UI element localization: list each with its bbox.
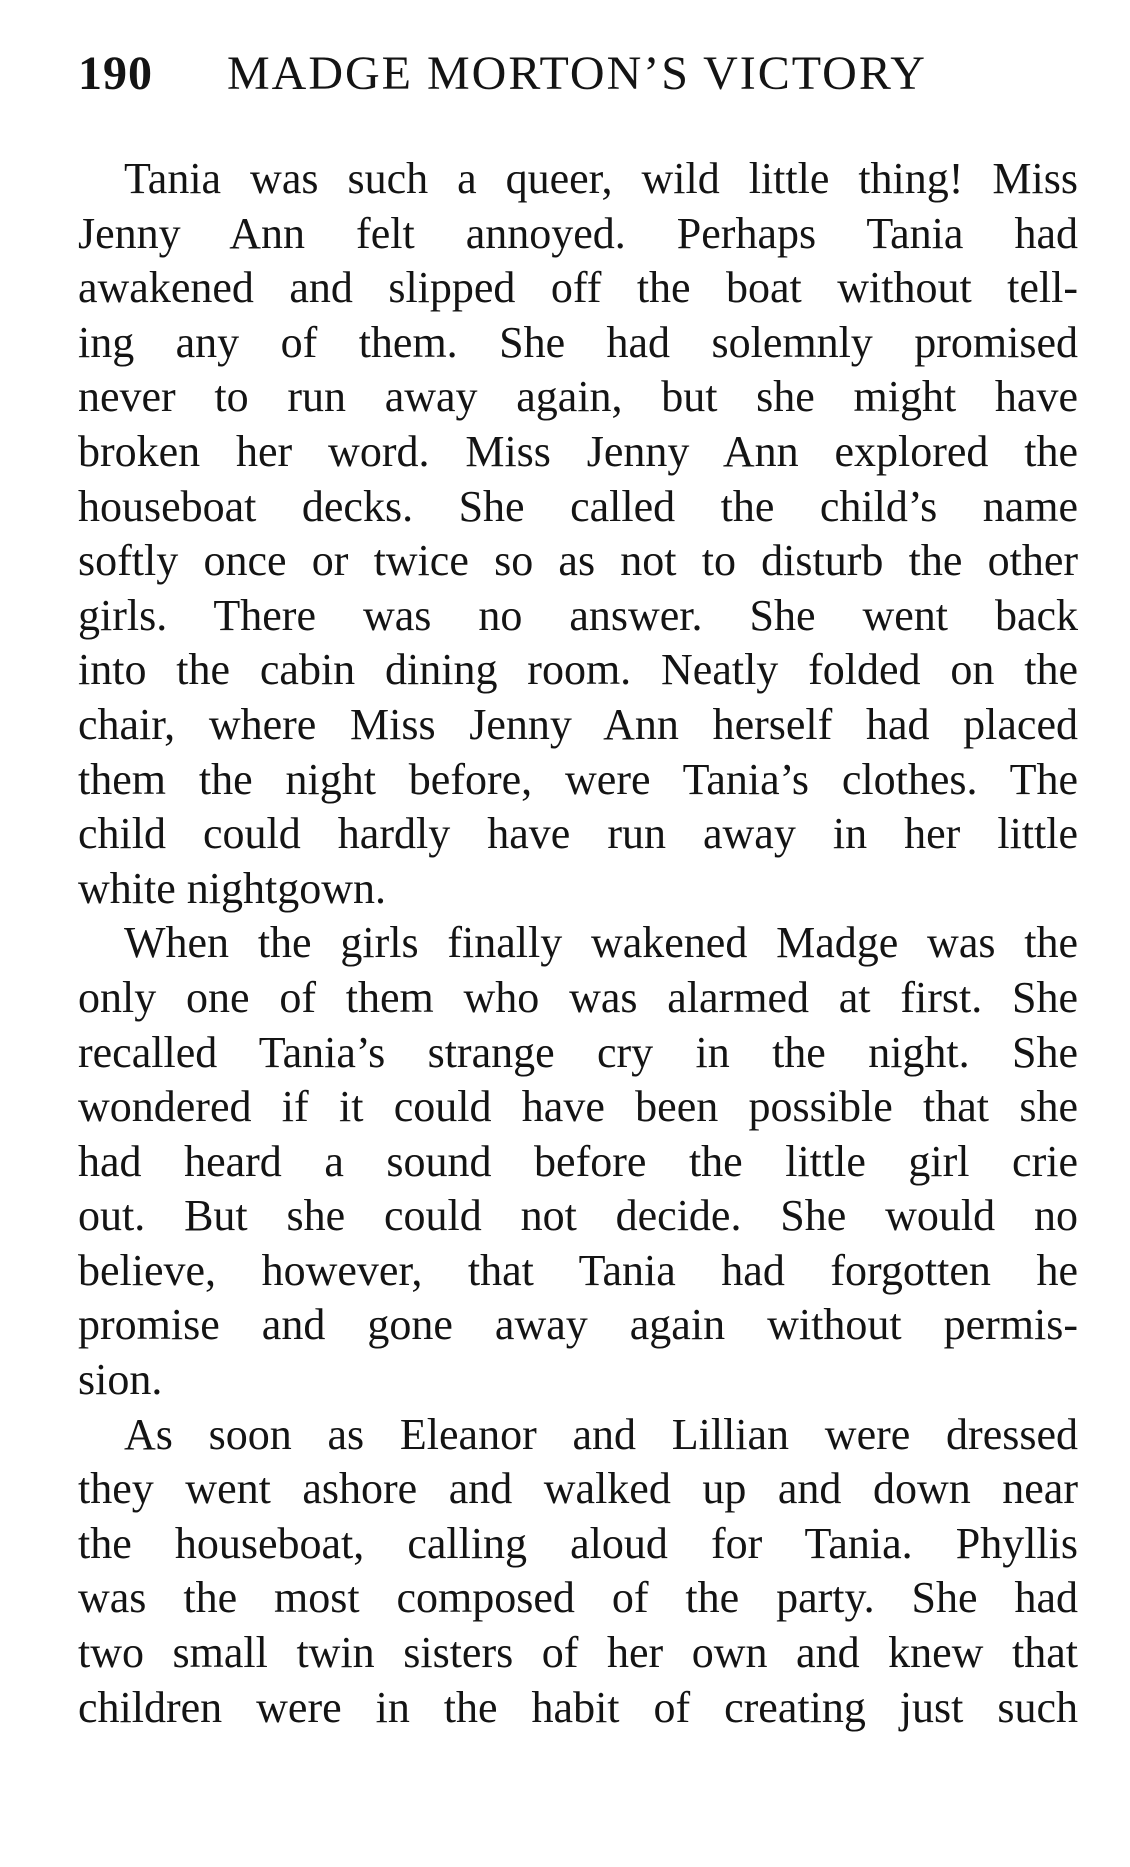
text-line: children were in the habit of creating just such xyxy=(78,1682,1078,1732)
page-number: 190 xyxy=(78,47,153,100)
text-line: two small twin sisters of her own and knew that xyxy=(78,1628,1078,1678)
text-line: the houseboat, calling aloud for Tania. Phyllis xyxy=(78,1518,1078,1568)
text-line: houseboat decks. She called the child’s name xyxy=(78,481,1078,531)
text-line: When the girls finally wakened Madge was the xyxy=(124,918,1078,968)
text-line: Jenny Ann felt annoyed. Perhaps Tania had xyxy=(78,208,1078,258)
text-line: out. But she could not decide. She would no xyxy=(78,1191,1078,1241)
text-line: never to run away again, but she might have xyxy=(78,372,1078,422)
running-head xyxy=(78,44,1058,104)
book-title: MADGE MORTON’S VICTORY xyxy=(227,47,927,100)
text-line: broken her word. Miss Jenny Ann explored the xyxy=(78,426,1078,476)
text-line: them the night before, were Tania’s clothes. The xyxy=(78,754,1078,804)
text-line: awakened and slipped off the boat without tell- xyxy=(78,263,1078,313)
body-text xyxy=(78,152,1078,1735)
text-line: softly once or twice so as not to disturb the other xyxy=(78,536,1078,586)
text-line: wondered if it could have been possible that she xyxy=(78,1082,1078,1132)
text-line: was the most composed of the party. She had xyxy=(78,1573,1078,1623)
text-line: girls. There was no answer. She went back xyxy=(78,590,1078,640)
paragraph-3 xyxy=(78,1408,1078,1736)
text-line: recalled Tania’s strange cry in the night. She xyxy=(78,1027,1078,1077)
text-line: chair, where Miss Jenny Ann herself had placed xyxy=(78,699,1078,749)
text-line: only one of them who was alarmed at first. She xyxy=(78,972,1078,1022)
paragraph-1 xyxy=(78,152,1078,916)
text-line: sion. xyxy=(78,1355,163,1405)
text-line: ing any of them. She had solemnly promised xyxy=(78,317,1078,367)
text-line: believe, however, that Tania had forgotten he xyxy=(78,1245,1078,1295)
text-line: into the cabin dining room. Neatly folded on the xyxy=(78,645,1078,695)
text-line: promise and gone away again without permis- xyxy=(78,1300,1078,1350)
text-line: had heard a sound before the little girl crie xyxy=(78,1136,1078,1186)
text-line: As soon as Eleanor and Lillian were dressed xyxy=(124,1409,1078,1459)
text-line: white nightgown. xyxy=(78,863,386,913)
text-line: Tania was such a queer, wild little thing! Miss xyxy=(124,154,1078,203)
text-line: they went ashore and walked up and down near xyxy=(78,1464,1078,1514)
text-line: child could hardly have run away in her little xyxy=(78,809,1078,859)
paragraph-2 xyxy=(78,916,1078,1407)
